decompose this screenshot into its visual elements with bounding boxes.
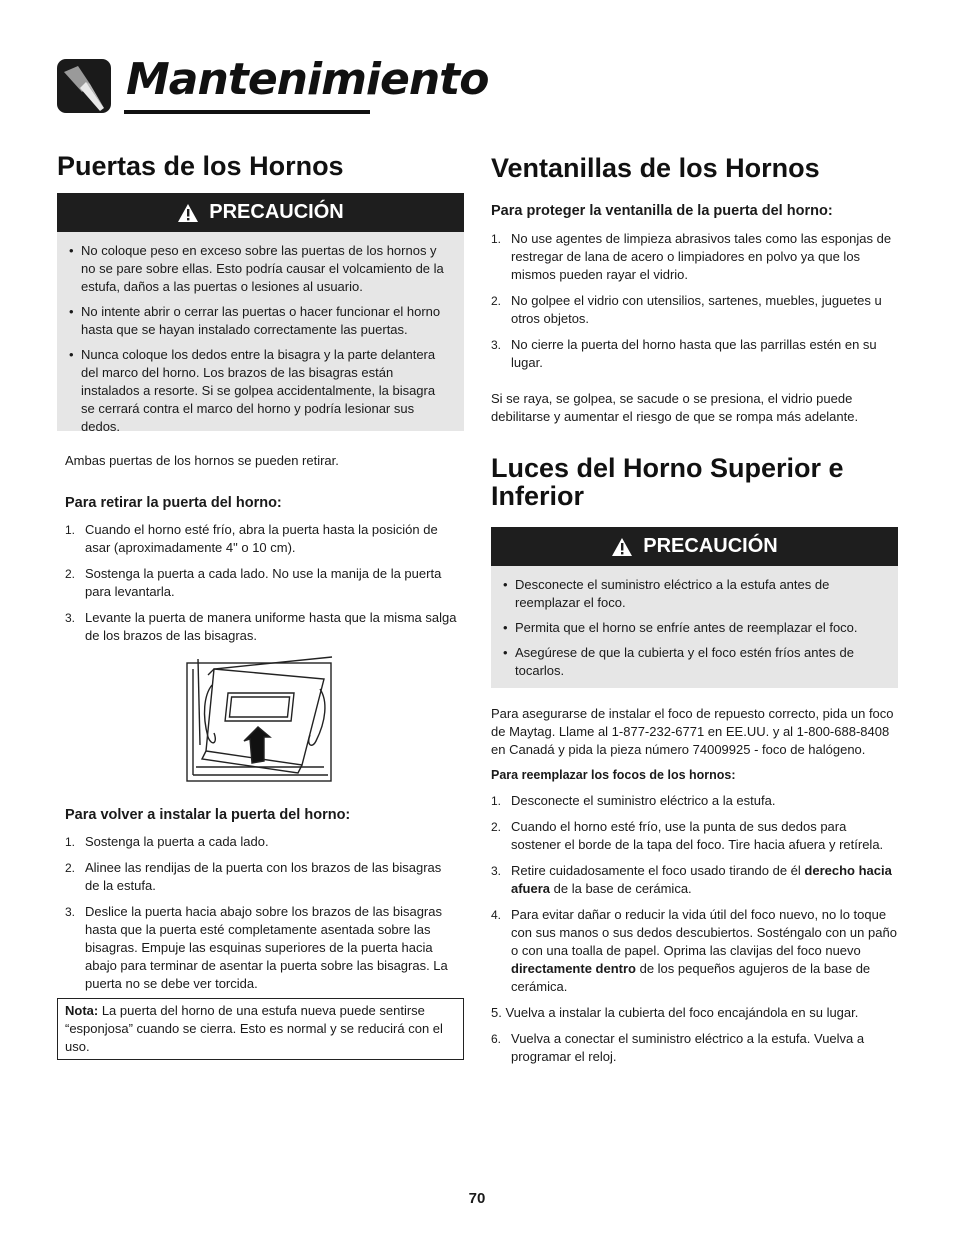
windows-heading: Para proteger la ventanilla de la puerta del horno: [491, 203, 833, 219]
header-rule [124, 110, 370, 114]
windows-steps [491, 230, 898, 380]
note-box [57, 998, 464, 1060]
list-item: 3. Levante la puerta de manera uniforme hasta que la misma salga de los brazos de las bisagras. [65, 610, 457, 643]
caution-label: PRECAUCIÓN [643, 535, 778, 557]
list-item: 3. No cierre la puerta del horno hasta que las parrillas estén en su lugar. [491, 337, 877, 370]
list-item: 1. Cuando el horno esté frío, abra la puerta hasta la posición de asar (aproximadamente 4" o 10 cm). [65, 522, 438, 555]
caution-item: • No coloque peso en exceso sobre las puertas de los hornos y no se pare sobre ellas. Esto podría causar el volcamiento de la estufa, daños a las puertas o lesiones al usuario. [63, 242, 444, 296]
caution-body [57, 232, 464, 434]
lights-heading: Para reemplazar los focos de los hornos: [491, 768, 736, 782]
screwdriver-icon [56, 58, 112, 114]
caution-header [491, 527, 898, 566]
windows-section-title: Ventanillas de los Hornos [491, 153, 820, 183]
caution-header [57, 193, 464, 232]
remove-door-steps [65, 521, 457, 653]
doors-intro: Ambas puertas de los hornos se pueden retirar. [65, 453, 339, 468]
caution-item: • No intente abrir o cerrar las puertas o hacer funcionar el horno hasta que se hayan instalado correctamente las puertas. [63, 303, 444, 339]
caution-item: • Nunca coloque los dedos entre la bisagra y la parte delantera del marco del horno. Los brazos de las bisagras están instalados a resorte. Si se golpea accidentalmente, la bisagra se cerrará contra el marco del horno y podría lesionar sus dedos. [63, 346, 444, 436]
caution-body [491, 566, 898, 688]
list-item: 2. Cuando el horno esté frío, use la punta de sus dedos para sostener el borde de la tapa del foco. Tire hacia afuera y retírela. [491, 819, 884, 852]
page-header-title: Mantenimiento [126, 54, 489, 105]
reinstall-door-heading: Para volver a instalar la puerta del horno: [65, 807, 351, 823]
caution-label: PRECAUCIÓN [209, 201, 344, 223]
caution-item: • Asegúrese de que la cubierta y el foco estén fríos antes de tocarlos. [497, 644, 888, 680]
list-item: 3. Deslice la puerta hacia abajo sobre los brazos de las bisagras hasta que la puerta esté completamente asentada sobre las bisagras. Empuje las esquinas superiores de la puerta hacia abajo para terminar de asentar la puerta sobre las bisagras. La puerta no se debe ver torcida. [65, 904, 448, 991]
list-item: 1. Desconecte el suministro eléctrico a la estufa. [491, 793, 776, 808]
caution-item: • Desconecte el suministro eléctrico a la estufa antes de reemplazar el foco. [497, 576, 888, 612]
caution-item: • Permita que el horno se enfríe antes de reemplazar el foco. [497, 619, 888, 637]
list-item: 2. No golpee el vidrio con utensilios, sartenes, muebles, juguetes u otros objetos. [491, 293, 882, 326]
doors-section-title: Puertas de los Hornos [57, 151, 344, 181]
warning-icon [177, 203, 199, 223]
lights-steps [491, 792, 898, 1074]
reinstall-door-steps [65, 833, 457, 1001]
list-item: 4. Para evitar dañar o reducir la vida útil del foco nuevo, no lo toque con sus manos o sus dedos descubiertos. Sosténgalo con un paño o con una toalla de papel. Oprima las clavijas del foco nuevo directamente dentro de los pequeños agujeros de la base de cerámica. [491, 907, 897, 994]
list-item: 5. Vuelva a instalar la cubierta del foco encajándola en su lugar. [491, 1005, 859, 1020]
list-item: 2. Alinee las rendijas de la puerta con los brazos de las bisagras de la estufa. [65, 860, 442, 893]
list-item: 1. Sostenga la puerta a cada lado. [65, 834, 269, 849]
oven-door-removal-illustration [184, 655, 334, 785]
page-number: 70 [468, 1190, 486, 1207]
lights-intro: Para asegurarse de instalar el foco de repuesto correcto, pida un foco de Maytag. Llame al 1-877-232-6771 en EE.UU. y al 1-800-688-8408 en Canadá y pida la pieza número 74009925 - foco de halógeno. [491, 706, 894, 757]
list-item: 2. Sostenga la puerta a cada lado. No use la manija de la puerta para levantarla. [65, 566, 442, 599]
list-item: 3. Retire cuidadosamente el foco usado tirando de él derecho hacia afuera de la base de cerámica. [491, 863, 892, 896]
list-item: 6. Vuelva a conectar el suministro eléctrico a la estufa. Vuelva a programar el reloj. [491, 1031, 865, 1064]
windows-closing: Si se raya, se golpea, se sacude o se presiona, el vidrio puede debilitarse y aumentar el riesgo de que se rompa más adelante. [491, 391, 859, 424]
note-label: Nota: [65, 1003, 99, 1018]
list-item: 1. No use agentes de limpieza abrasivos tales como las esponjas de restregar de lana de acero o limpiadores en polvo ya que los mismos pueden rayar el vidrio. [491, 231, 892, 282]
remove-door-heading: Para retirar la puerta del horno: [65, 495, 282, 511]
note-text: La puerta del horno de una estufa nueva puede sentirse “esponjosa” cuando se cierra. Esto es normal y se reducirá con el uso. [65, 1003, 443, 1054]
lights-section-title: Luces del Horno Superior e Inferior [491, 453, 844, 511]
warning-icon [611, 537, 633, 557]
